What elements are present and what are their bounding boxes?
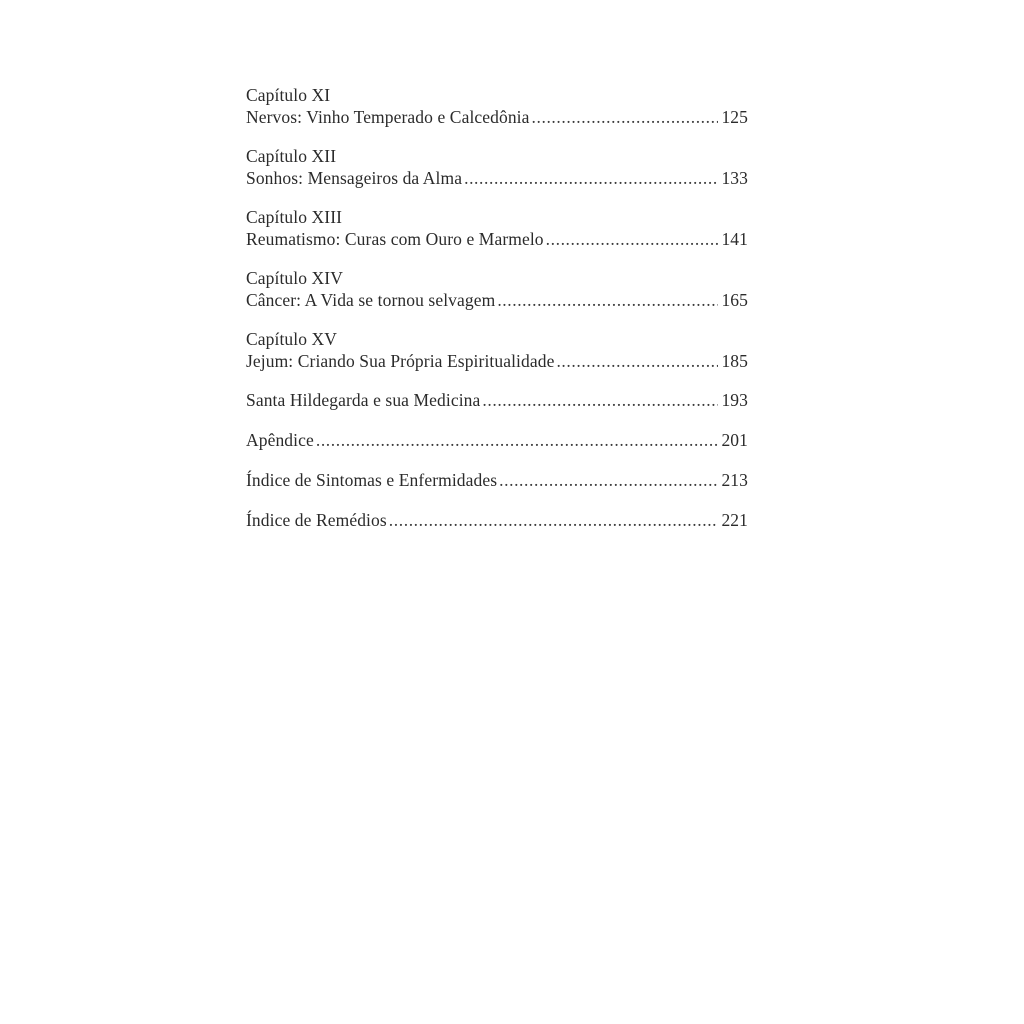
page-number: 185 [721, 351, 748, 371]
dot-leader [464, 167, 718, 189]
toc-line [246, 167, 748, 189]
dot-leader [316, 429, 719, 451]
entry-title: Sonhos: Mensageiros da Alma [246, 168, 463, 188]
dot-leader [546, 228, 719, 250]
dot-leader [497, 289, 718, 311]
entry-title: Índice de Sintomas e Enfermidades [246, 470, 498, 490]
chapter-label: Capítulo XIII [246, 207, 343, 227]
dot-leader [556, 350, 718, 372]
toc-entry-chapter-xi [246, 84, 748, 128]
entry-title: Santa Hildegarda e sua Medicina [246, 390, 481, 410]
toc-line [246, 429, 748, 451]
toc-line [246, 469, 748, 491]
chapter-label: Capítulo XV [246, 329, 338, 349]
toc-line [246, 509, 748, 531]
toc-entry-indice-remedios [246, 509, 748, 531]
toc-entry-indice-sintomas [246, 469, 748, 491]
entry-title: Câncer: A Vida se tornou selvagem [246, 290, 496, 310]
page-number: 133 [721, 168, 748, 188]
page-number: 141 [721, 229, 748, 249]
entry-title: Jejum: Criando Sua Própria Espiritualidade [246, 351, 555, 371]
page-number: 201 [721, 430, 748, 450]
toc-entry-chapter-xv [246, 328, 748, 372]
toc-entry-chapter-xiv [246, 267, 748, 311]
page-number: 193 [721, 390, 748, 410]
dot-leader [482, 389, 718, 411]
dot-leader [532, 106, 719, 128]
entry-title: Índice de Remédios [246, 510, 387, 530]
toc-line [246, 228, 748, 250]
toc-entry-chapter-xii [246, 145, 748, 189]
entry-title: Nervos: Vinho Temperado e Calcedônia [246, 107, 530, 127]
dot-leader [389, 509, 719, 531]
toc-line [246, 106, 748, 128]
toc-entry-apendice [246, 429, 748, 451]
page-number: 213 [721, 470, 748, 490]
page-number: 165 [721, 290, 748, 310]
dot-leader [499, 469, 718, 491]
entry-title: Apêndice [246, 430, 314, 450]
toc-line [246, 350, 748, 372]
entry-title: Reumatismo: Curas com Ouro e Marmelo [246, 229, 544, 249]
toc-line [246, 389, 748, 411]
toc-entry-santa-hildegarda [246, 389, 748, 411]
chapter-label: Capítulo XIV [246, 268, 343, 288]
table-of-contents [246, 84, 748, 549]
page-number: 221 [721, 510, 748, 530]
page-number: 125 [721, 107, 748, 127]
chapter-label: Capítulo XI [246, 85, 331, 105]
toc-line [246, 289, 748, 311]
toc-entry-chapter-xiii [246, 206, 748, 250]
chapter-label: Capítulo XII [246, 146, 337, 166]
